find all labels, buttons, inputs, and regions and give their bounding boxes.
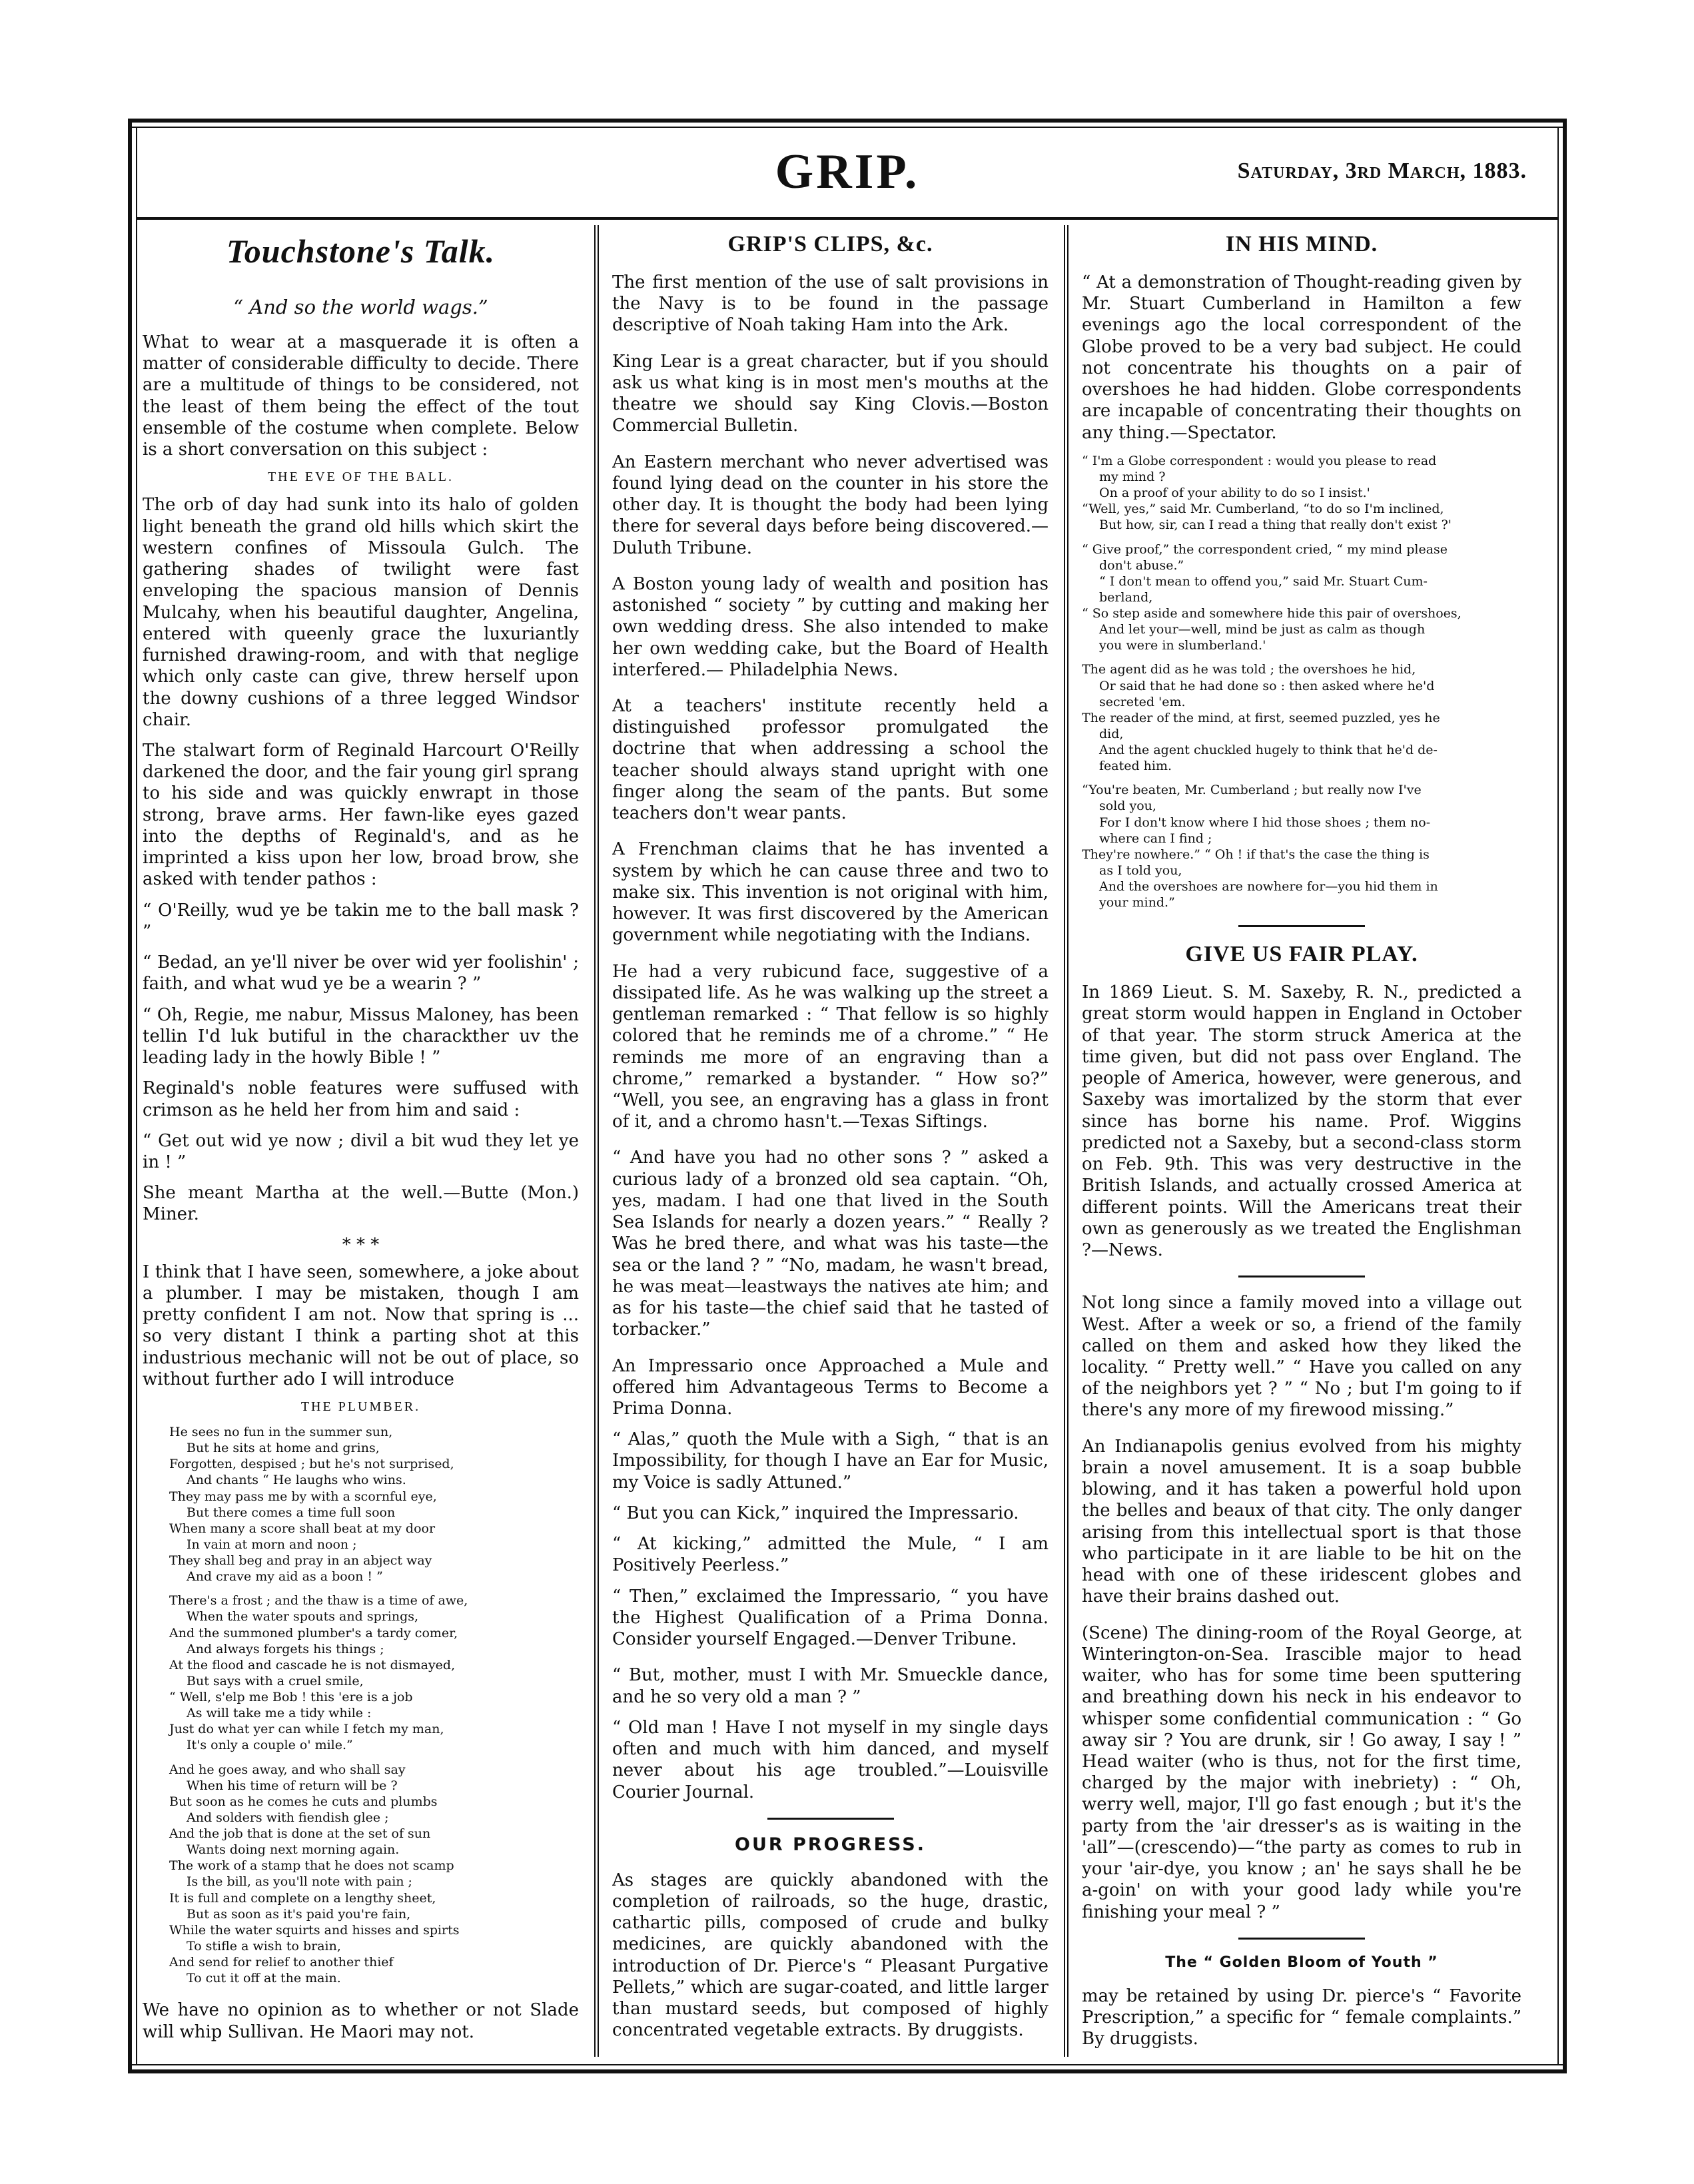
- divider: [1238, 925, 1365, 927]
- poem-line: To cut it off at the main.: [187, 1971, 341, 1986]
- poem-stanza: [169, 1424, 579, 1585]
- poem-stanza: [169, 1762, 579, 1987]
- column-in-his-mind: [1082, 232, 1521, 2053]
- poem-line: where can I find ;: [1099, 831, 1212, 846]
- issue-date: Saturday, 3rd March, 1883.: [1237, 159, 1527, 183]
- poem-in-his-mind: [1082, 453, 1521, 910]
- frame-bottom-thin: [128, 2064, 1567, 2065]
- section-heading: The “ Golden Bloom of Youth ”: [1165, 1954, 1438, 1971]
- paragraph: (Scene) The dining-room of the Royal George, at Winterington-on-Sea. Irascible major to head waiter, who has for some time been sputtering and breathing down his neck in his endeavor to whisper some confidential communication : “ Go away sir ? You are drunk, sir ! Go away, I say ! ” Head waiter (who is thus, not for the first time, charged by the major with inebriety) : “ Oh, werry well, major, I'll go fast enough ; but it's the party from the 'air dresser's as is waiting in the 'all”—(crescendo)—“the party as comes to rub in your 'air-dye, you know ; an' he says shall he be a-goin' on with your good lady while you're finishing your meal ? ”: [1082, 1623, 1521, 1922]
- paragraph: In 1869 Lieut. S. M. Saxeby, R. N., predicted a great storm would happen in England in October of that year. The storm struck America at the time given, but did not pass over England. The people of America, however, were generous, and Saxeby was imortalized by the storm that ever since has borne his name. Prof. Wiggins predicted not a Saxeby, but a second-class storm on Feb. 9th. This was very destructive in the British Islands, and actually crossed America at different points. Will the Americans treat their own as generously as we treated the Englishman ?—News.: [1082, 982, 1521, 1261]
- asterism: * * *: [342, 1234, 380, 1255]
- paragraph: A Boston young lady of wealth and position has astonished “ society ” by cutting and making her own wedding dress. She also intended to make her own wedding cake, but the Board of Health interfered.— Philadelphia News.: [612, 573, 1049, 680]
- poem-line: They may pass me by with a scornful eye,: [169, 1489, 437, 1504]
- poem-line: And solders with fiendish glee ;: [187, 1810, 389, 1825]
- paragraph: At a teachers' institute recently held a distinguished professor promulgated the doctrine that when addressing a school the teacher should always stand upright with one finger along the seam of the pants. But some teachers don't wear pants.: [612, 695, 1049, 824]
- paragraph: An Impressario once Approached a Mule and offered him Advantageous Terms to Become a Prima Donna.: [612, 1355, 1049, 1419]
- poem-line: When the water spouts and springs,: [187, 1609, 419, 1625]
- paragraph: “ At a demonstration of Thought-reading given by Mr. Stuart Cumberland in Hamilton a few evenings ago the local correspondent of the Globe proved to be a very bad subject. He could not concentrate his thoughts on a pair of overshoes he had hidden. Globe correspondents are incapable of concentrating their thoughts on any thing.—Spectator.: [1082, 272, 1521, 443]
- paragraph: She meant Martha at the well.—Butte (Mon.) Miner.: [143, 1183, 579, 1225]
- section-heading: GIVE US FAIR PLAY.: [1185, 942, 1418, 967]
- poem-line: But there comes a time full soon: [187, 1505, 396, 1520]
- poem-line: Is the bill, as you'll note with pain ;: [187, 1874, 412, 1890]
- poem-line: While the water squirts and hisses and spirts: [169, 1922, 460, 1938]
- poem-line: And the overshoes are nowhere for—you hid them in: [1099, 879, 1438, 894]
- frame-top-thin: [128, 127, 1567, 128]
- poem-line: But he sits at home and grins,: [187, 1441, 380, 1456]
- poem-line: And send for relief to another thief: [169, 1955, 394, 1970]
- poem-line: But says with a cruel smile,: [187, 1673, 364, 1688]
- frame-left: [128, 119, 132, 2073]
- poem-line: At the flood and cascade he is not dismayed,: [169, 1657, 456, 1672]
- paragraph: An Indianapolis genius evolved from his mighty brain a novel amusement. It is a soap bubble blowing, and it has taken a powerful hold upon the belles and beaux of that city. The only danger arising from this intellectual sport is that those who participate in it are liable to be hit on the head with one of these iridescent globes and have their brains dashed out.: [1082, 1436, 1521, 1607]
- subheading: THE EVE OF THE BALL.: [267, 470, 454, 485]
- poem-line: “ So step aside and somewhere hide this pair of overshoes,: [1082, 606, 1462, 621]
- poem-line: “ I don't mean to offend you,” said Mr. Stuart Cum-: [1099, 573, 1428, 589]
- paragraph: An Eastern merchant who never advertised was found lying dead on the counter in his store the other day. It is thought the body had been lying there for several days before being discovered.—Duluth Tribune.: [612, 452, 1049, 558]
- divider: [767, 1818, 894, 1820]
- paragraph: “ And have you had no other sons ? ” asked a curious lady of a bronzed old sea captain. “Oh, yes, madam. I had one that lived in the South Sea Islands for nearly a dozen years.” “ Really ? Was he bred there, and what was his taste—the sea or the land ? ” “No, madam, he wasn't bread, he was meat—leastways the natives ate him; and as for his taste—the chief said that he tasted of torbacker.”: [612, 1148, 1049, 1340]
- poem-line: It is full and complete on a lengthy sheet,: [169, 1890, 436, 1906]
- frame-bottom-thick: [128, 2069, 1567, 2073]
- poem-line: Wants doing next morning again.: [187, 1842, 400, 1858]
- poem-line: And the summoned plumber's a tardy comer,: [169, 1625, 458, 1640]
- poem-line: But soon as he comes he cuts and plumbs: [169, 1794, 438, 1809]
- paragraph: What to wear at a masquerade it is often a matter of considerable difficulty to decide. There are a multitude of things to be considered, not the least of them being the effect of the tout ensemble of the costume when complete. Below is a short conversation on this subject :: [143, 332, 579, 460]
- poem-line: The reader of the mind, at first, seemed puzzled, yes he: [1082, 710, 1440, 725]
- poem-line: as I told you,: [1099, 863, 1182, 878]
- frame-right: [1563, 119, 1567, 2073]
- poem-line: The agent did as he was told ; the overshoes he hid,: [1082, 662, 1416, 677]
- paragraph: “ Then,” exclaimed the Impressario, “ you have the Highest Qualification of a Prima Donna. Consider yourself Engaged.—Denver Tribune.: [612, 1586, 1049, 1650]
- poem-line: feated him.: [1099, 759, 1172, 774]
- poem-line: my mind ?: [1099, 470, 1166, 484]
- column-grips-clips: [612, 232, 1049, 2053]
- section-heading: IN HIS MIND.: [1225, 232, 1378, 256]
- poem-line: And crave my aid as a boon ! ”: [187, 1569, 383, 1585]
- poem-line: “Well, yes,” said Mr. Cumberland, “to do so I'm inclined,: [1082, 502, 1444, 517]
- poem-line: you were in slumberland.': [1099, 638, 1266, 653]
- paragraph: I think that I have seen, somewhere, a joke about a plumber. I may be mistaken, though I am pretty confident I am not. Now that spring is ... so very distant I think a parting shot at this industrious mechanic will not be out of place, so without further ado I will introduce: [143, 1262, 579, 1389]
- paragraph: Not long since a family moved into a village out West. After a week or so, a friend of the family called on them and asked how they liked the locality. “ Pretty well.” “ Have you called on any of the neighbors yet ? ” “ No ; but I'm going to if there's any more of my firewood missing.”: [1082, 1293, 1521, 1421]
- epigraph: “ And so the world wags.”: [233, 296, 488, 318]
- poem-stanza: [1082, 453, 1521, 534]
- paragraph: The orb of day had sunk into its halo of golden light beneath the grand old hills which skirt the western confines of Missoula Gulch. The gathering shades of twilight were fast enveloping the spacious mansion of Dennis Mulcahy, when his beautiful daughter, Angelina, entered with queenly grace the luxuriantly furnished drawing-room, and with that neglige which only caste can give, threw herself upon the downy cushions of a three legged Windsor chair.: [143, 495, 579, 730]
- poem-stanza: [1082, 782, 1521, 910]
- column-rule-2: [1064, 225, 1065, 2057]
- paragraph: As stages are quickly abandoned with the completion of railroads, so the huge, drastic, cathartic pills, composed of crude and bulky medicines, are quickly abandoned with the introduction of Dr. Pierce's “ Pleasant Purgative Pellets,” which are sugar-coated, and little larger than mustard seeds, but composed of highly concentrated vegetable extracts. By druggists.: [612, 1870, 1049, 2041]
- frame-right-thin: [1557, 127, 1559, 2065]
- poem-line: “You're beaten, Mr. Cumberland ; but really now I've: [1082, 783, 1422, 798]
- header-rule: [136, 217, 1559, 220]
- paragraph: “ At kicking,” admitted the Mule, “ I am Positively Peerless.”: [612, 1534, 1049, 1576]
- poem-line: And he goes away, and who shall say: [169, 1762, 406, 1777]
- paragraph: A Frenchman claims that he has invented a system by which he can cause three and two to make six. This invention is not original with him, however. It was first discovered by the American government while negotiating with the Indians.: [612, 839, 1049, 946]
- paragraph: “ But, mother, must I with Mr. Smueckle dance, and he so very old a man ? ”: [612, 1665, 1049, 1707]
- poem-line: They're nowhere.” “ Oh ! if that's the case the thing is: [1082, 847, 1430, 862]
- poem-line: It's only a couple o' mile.”: [187, 1738, 353, 1753]
- frame-left-thin: [136, 127, 137, 2065]
- paragraph: We have no opinion as to whether or not Slade will whip Sullivan. He Maori may not.: [143, 2000, 579, 2042]
- paragraph: King Lear is a great character, but if you should ask us what king is in most men's mouths at the theatre we should say King Clovis.—Boston Commercial Bulletin.: [612, 351, 1049, 436]
- divider: [1238, 1275, 1365, 1277]
- column-rule-2b: [1067, 225, 1068, 2057]
- paragraph: He had a very rubicund face, suggestive of a dissipated life. As he was walking up the street a gentleman remarked : “ That fellow is so highly colored that he reminds me of a chrome.” “ He reminds me more of an engraving than a chrome,” remarked a bystander. “ How so?” “Well, you see, an engraving has a glass in front of it, and a chromo hasn't.—Texas Siftings.: [612, 961, 1049, 1132]
- poem-stanza: [1082, 542, 1521, 654]
- poem-line: There's a frost ; and the thaw is a time of awe,: [169, 1593, 468, 1609]
- poem-line: In vain at morn and noon ;: [187, 1537, 357, 1552]
- paragraph: may be retained by using Dr. pierce's “ Favorite Prescription,” a specific for “ female complaints.” By druggists.: [1082, 1986, 1521, 2049]
- poem-line: And the job that is done at the set of sun: [169, 1826, 431, 1842]
- poem-line: Just do what yer can while I fetch my man,: [169, 1722, 444, 1737]
- newspaper-page: [128, 119, 1567, 2073]
- poem-line: The work of a stamp that he does not scamp: [169, 1858, 454, 1874]
- poem-the-plumber: [169, 1424, 579, 1986]
- paragraph: “ Oh, Regie, me nabur, Missus Maloney, has been tellin I'd luk butiful in the charackther uv the leading lady in the howly Bible ! ”: [143, 1004, 579, 1068]
- poem-line: As will take me a tidy while :: [187, 1706, 372, 1721]
- poem-line: “ Well, s'elp me Bob ! this 'ere is a job: [169, 1690, 413, 1705]
- poem-line: But how, sir, can I read a thing that really don't exist ?': [1099, 518, 1452, 533]
- poem-line: your mind.”: [1099, 895, 1175, 910]
- poem-line: When many a score shall beat at my door: [169, 1521, 436, 1536]
- poem-line: And chants “ He laughs who wins.: [187, 1473, 406, 1488]
- poem-line: To stifle a wish to brain,: [187, 1938, 341, 1954]
- poem-line: berland,: [1099, 589, 1153, 605]
- poem-line: And always forgets his things ;: [187, 1641, 384, 1656]
- poem-line: Or said that he had done so : then asked where he'd: [1099, 678, 1435, 693]
- masthead-title: GRIP.: [775, 145, 920, 199]
- poem-line: “ Give proof,” the correspondent cried, “ my mind please: [1082, 542, 1448, 557]
- paragraph: “ Bedad, an ye'll niver be over wid yer foolishin' ; faith, and what wud ye be a wearin ? ”: [143, 952, 579, 994]
- frame-top-thick: [128, 119, 1567, 123]
- paragraph: “ But you can Kick,” inquired the Impressario.: [612, 1503, 1019, 1523]
- poem-line: They shall beg and pray in an abject way: [169, 1553, 432, 1569]
- poem-line: But as soon as it's paid you're fain,: [187, 1906, 411, 1922]
- poem-line: And the agent chuckled hugely to think that he'd de-: [1099, 743, 1438, 757]
- paragraph: The stalwart form of Reginald Harcourt O'Reilly darkened the door, and the fair young girl sprang to his side and was quickly enwrapt in those strong, brave arms. Her fawn-like eyes gazed into the depths of Reginald's, and as he imprinted a kiss upon her low, broad brow, she asked with tender pathos :: [143, 740, 579, 890]
- paragraph: The first mention of the use of salt provisions in the Navy is to be found in the passage descriptive of Noah taking Ham into the Ark.: [612, 272, 1049, 336]
- poem-line: On a proof of your ability to do so I insist.': [1099, 486, 1370, 501]
- section-heading: Touchstone's Talk.: [226, 232, 496, 270]
- column-touchstones-talk: [143, 232, 579, 2053]
- poem-line: When his time of return will be ?: [187, 1778, 398, 1793]
- subheading: THE PLUMBER.: [300, 1399, 421, 1415]
- poem-line: Forgotten, despised ; but he's not surprised,: [169, 1457, 454, 1472]
- paragraph: Reginald's noble features were suffused with crimson as he held her from him and said :: [143, 1078, 579, 1120]
- poem-line: sold you,: [1099, 799, 1156, 814]
- poem-line: And let your—well, mind be just as calm as though: [1099, 622, 1426, 637]
- divider: [1238, 1938, 1365, 1940]
- paragraph: “ Get out wid ye now ; divil a bit wud they let ye in ! ”: [143, 1130, 579, 1172]
- poem-line: secreted 'em.: [1099, 694, 1186, 709]
- paragraph: “ Alas,” quoth the Mule with a Sigh, “ that is an Impossibility, for though I have an Ear for Music, my Voice is sadly Attuned.”: [612, 1429, 1049, 1493]
- poem-line: did,: [1099, 726, 1124, 741]
- poem-stanza: [1082, 661, 1521, 774]
- poem-line: He sees no fun in the summer sun,: [169, 1425, 393, 1440]
- section-heading: GRIP'S CLIPS, &c.: [727, 232, 933, 256]
- poem-line: don't abuse.”: [1099, 557, 1184, 573]
- poem-line: “ I'm a Globe correspondent : would you please to read: [1082, 453, 1437, 468]
- column-rule-1b: [598, 225, 599, 2057]
- section-heading: OUR PROGRESS.: [735, 1834, 926, 1855]
- paragraph: “ Old man ! Have I not myself in my single days often and much with him danced, and myself never about his age troubled.”—Louisville Courier Journal.: [612, 1717, 1049, 1802]
- poem-stanza: [169, 1593, 579, 1753]
- column-rule-1: [594, 225, 596, 2057]
- paragraph: “ O'Reilly, wud ye be takin me to the ball mask ? ”: [143, 900, 579, 942]
- poem-line: For I don't know where I hid those shoes ; them no-: [1099, 815, 1431, 830]
